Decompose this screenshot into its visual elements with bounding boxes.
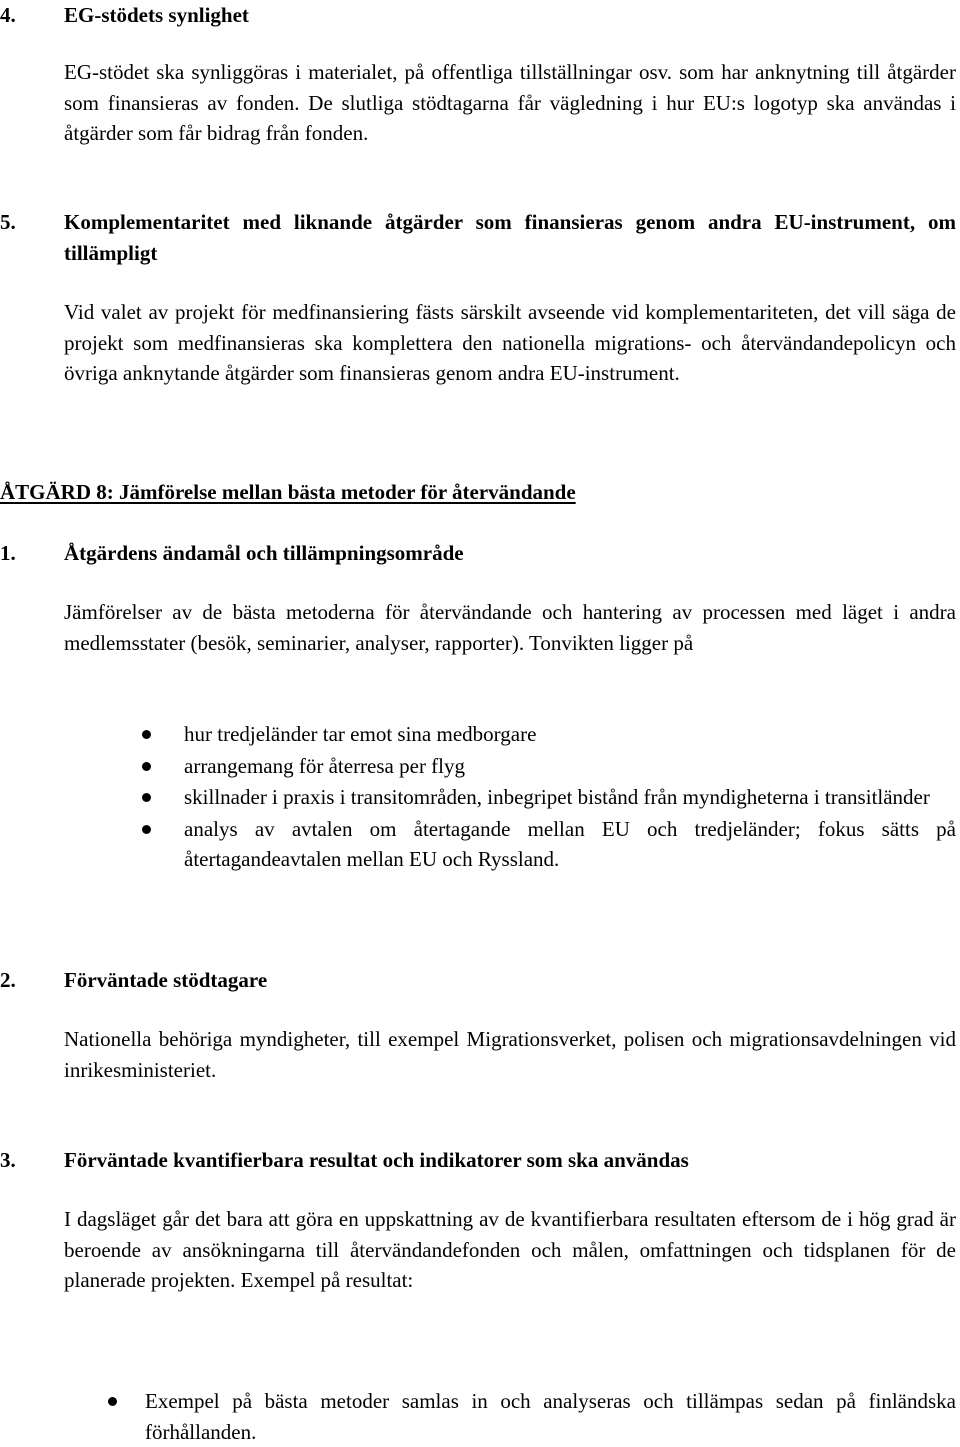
purpose-heading — [0, 538, 960, 569]
results-heading — [0, 1145, 960, 1176]
action-8-heading: ÅTGÄRD 8: Jämförelse mellan bästa metoder för återvändande — [0, 480, 576, 504]
section-4-body: EG-stödet ska synliggöras i materialet, på offentliga tillställningar osv. som har anknytning till åtgärder som finansieras av fonden. De slutliga stödtagarna får vägledning i hur EU:s logotyp ska användas i åtgärder som får bidrag från fonden. — [64, 60, 956, 145]
beneficiaries-body: Nationella behöriga myndigheter, till exempel Migrationsverket, polisen och migrationsavdelningen vid inrikesministeriet. — [64, 1027, 956, 1082]
section-4-heading — [0, 0, 960, 31]
list-item — [144, 782, 956, 813]
section-title: Komplementaritet med liknande åtgärder som finansieras genom andra EU-instrument, om tillämpligt — [64, 210, 956, 265]
section-title: Förväntade stödtagare — [64, 968, 268, 992]
section-number: 4. — [0, 3, 16, 27]
results-bullet-list — [104, 1386, 956, 1447]
section-number: 1. — [0, 541, 16, 565]
list-item-text: skillnader i praxis i transitområden, inbegripet bistånd från myndigheterna i transitländer — [184, 785, 930, 809]
bullet-icon — [142, 730, 151, 739]
section-5-body: Vid valet av projekt för medfinansiering fästs särskilt avseende vid komplementariteten, det vill säga de projekt som medfinansieras ska komplettera den nationella migrations- och återvändandepolicyn och övriga anknytande åtgärder som finansieras genom andra EU-instrument. — [64, 300, 956, 385]
list-item-text: arrangemang för återresa per flyg — [184, 753, 466, 778]
section-title: EG-stödets synlighet — [64, 3, 249, 27]
list-item-text: analys av avtalen om återtagande mellan EU och tredjeländer; fokus sätts på återtagandeavtalen mellan EU och Ryssland. — [184, 816, 956, 871]
section-title: Åtgärdens ändamål och tillämpningsområde — [64, 541, 464, 565]
bullet-icon — [142, 762, 151, 771]
section-number: 2. — [0, 968, 16, 992]
section-number: 5. — [0, 210, 16, 234]
bullet-icon — [142, 825, 151, 834]
section-title: Förväntade kvantifierbara resultat och indikatorer som ska användas — [64, 1148, 689, 1172]
bullet-icon — [142, 793, 151, 802]
list-item-text: Exempel på bästa metoder samlas in och analyseras och tillämpas sedan på finländska förhållanden. — [145, 1389, 956, 1444]
section-number: 3. — [0, 1148, 16, 1172]
list-item — [104, 1386, 956, 1447]
bullet-icon — [108, 1397, 117, 1406]
results-body: I dagsläget går det bara att göra en uppskattning av de kvantifierbara resultaten eftersom de i hög grad är beroende av ansökningarna till återvändandefonden och målen, omfattningen och tidsplanen för de planerade projekten. Exempel på resultat: — [64, 1207, 956, 1292]
section-5-heading — [0, 207, 956, 269]
beneficiaries-heading — [0, 965, 960, 996]
list-item — [144, 719, 956, 750]
list-item — [144, 814, 956, 875]
list-item-text: hur tredjeländer tar emot sina medborgare — [184, 722, 537, 746]
list-item — [144, 751, 956, 782]
purpose-bullet-list — [144, 719, 956, 875]
purpose-body: Jämförelser av de bästa metoderna för återvändande och hantering av processen med läget i andra medlemsstater (besök, seminarier, analyser, rapporter). Tonvikten ligger på — [64, 600, 956, 655]
